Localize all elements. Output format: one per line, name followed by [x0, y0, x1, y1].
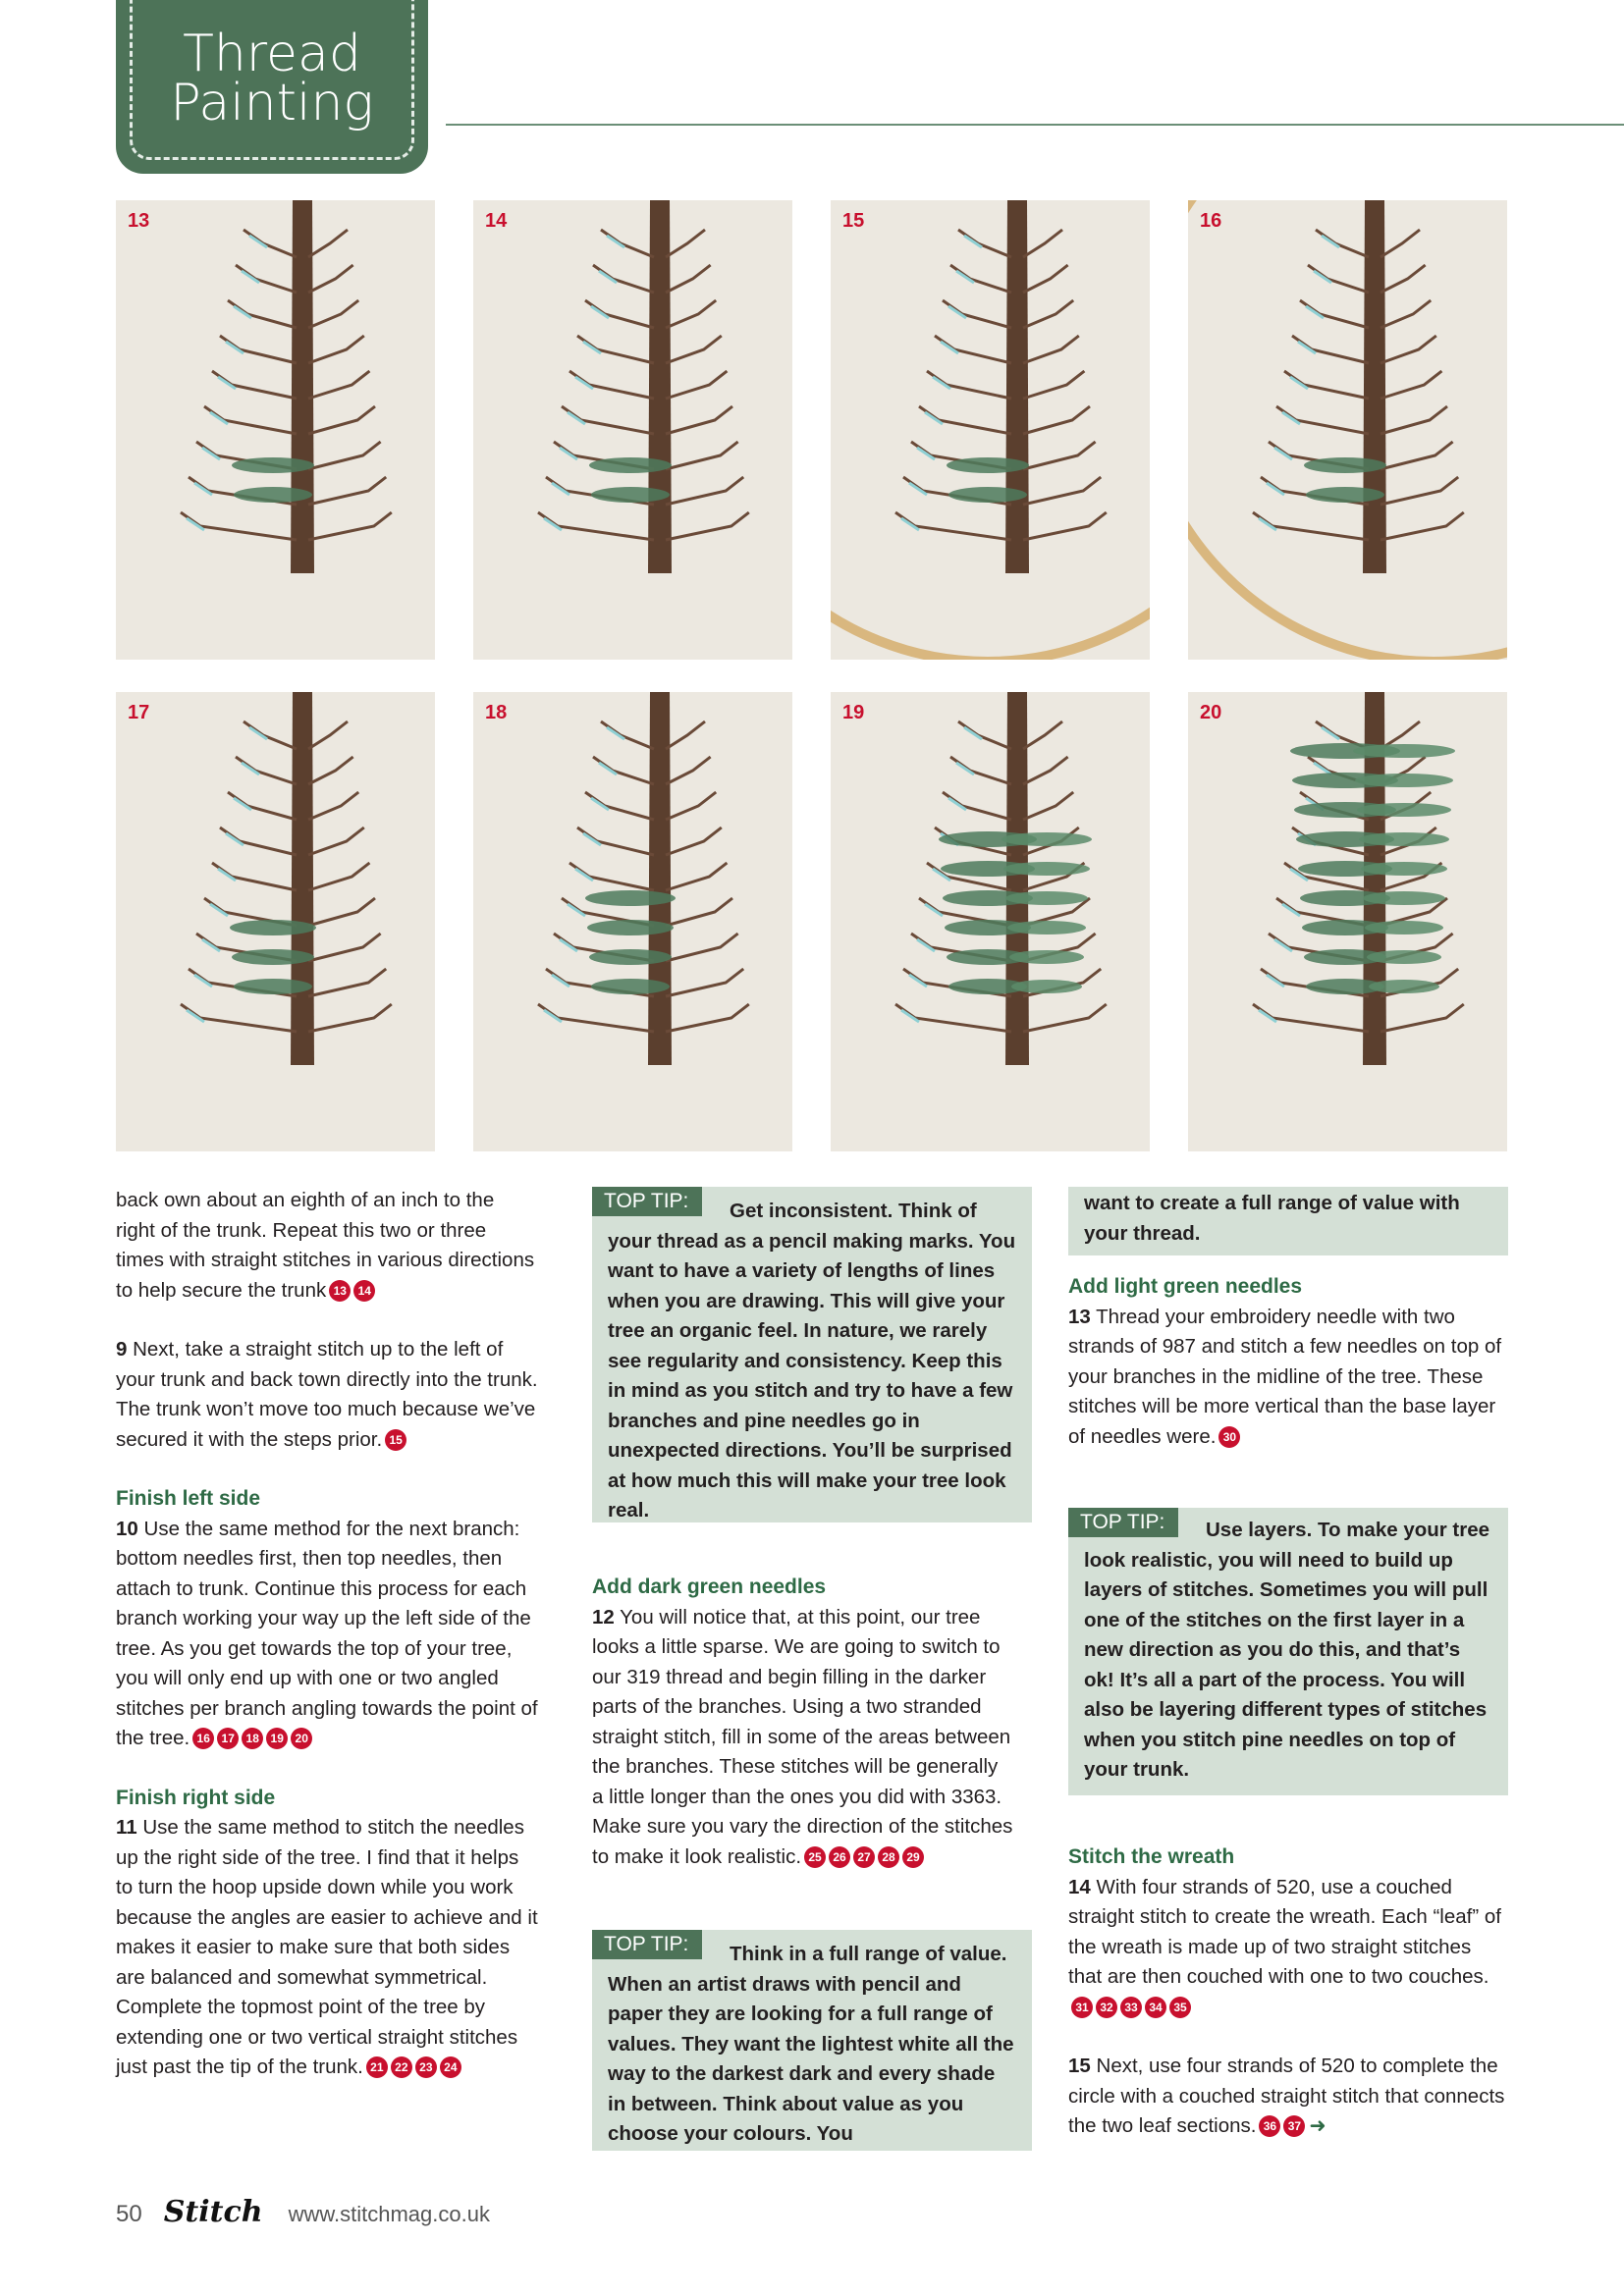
step-number: 10: [116, 1517, 138, 1540]
section-title: [116, 25, 428, 133]
paragraph-text: Use the same method for the next branch: bottom needles first, then top needles, then attach to trunk. Continue this process for each branch working your way up the left side of the tree. As you get towards the top of your tree, you will only end up with one or two angled stitches per branch angling towards the point of the tree.: [116, 1517, 538, 1749]
continue-arrow-icon: ➜: [1309, 2114, 1326, 2137]
subheading: Add light green needles: [1068, 1275, 1303, 1298]
paragraph: [116, 1515, 538, 1754]
photo-step-number: 17: [128, 702, 150, 723]
step-ref-badge: 24: [440, 2056, 461, 2078]
top-tip-box: [592, 1187, 1032, 1522]
step-ref-badge: 30: [1218, 1426, 1240, 1448]
top-tip-text: Use layers. To make your tree look realistic, you will need to build up layers of stitches. Sometimes you will pull one of the stitches on the first layer in a new direction as you do this, and that’s ok! It’s all a part of the process. You will also be layering different types of stitches when you stitch pine needles on top of your trunk.: [1084, 1519, 1490, 1781]
paragraph: [116, 1335, 538, 1455]
step-ref-badge: 19: [266, 1728, 288, 1749]
top-tip-text: Think in a full range of value. When an artist draws with pencil and paper they are looking for a full range of values. They want the lightest white all the way to the darkest dark and every shade in between. Think about value as you choose your colours. You: [608, 1943, 1014, 2145]
column-3-lower: [1068, 1842, 1508, 2171]
step-photo: [473, 200, 792, 660]
column-1: [116, 1186, 538, 2112]
tree-embroidery-illustration: [831, 692, 1150, 1151]
step-photo: [1188, 692, 1507, 1151]
step-ref-badge: 36: [1259, 2115, 1280, 2137]
section-tab: [116, 0, 428, 174]
top-tip-text: Get inconsistent. Think of your thread as a pencil making marks. You want to have a variety of lengths of lines when you are drawing. This will give your tree an organic feel. In nature, we rarely see regularity and consistency. Keep this in mind as you stitch and try to have a few branches and pine needles go in unexpected directions. You’ll be surprised at how much this will make your tree look real.: [608, 1200, 1016, 1522]
step-photo: [831, 692, 1150, 1151]
step-ref-badge: 31: [1071, 1997, 1093, 2018]
step-refs: [189, 1727, 312, 1749]
tree-embroidery-illustration: [831, 200, 1150, 660]
photo-step-number: 19: [842, 702, 865, 723]
step-refs: [801, 1845, 924, 1868]
step-refs: [382, 1428, 406, 1451]
step-ref-badge: 13: [329, 1280, 351, 1302]
paragraph: [592, 1603, 1014, 1873]
step-photo: [116, 200, 435, 660]
step-refs: [1256, 2114, 1305, 2137]
step-photo: [1188, 200, 1507, 660]
subheading: Finish right side: [116, 1786, 276, 1809]
subheading: Add dark green needles: [592, 1575, 827, 1598]
step-refs: [363, 2056, 461, 2078]
page-footer: [116, 2195, 490, 2229]
step-ref-badge: 18: [242, 1728, 263, 1749]
tree-embroidery-illustration: [473, 692, 792, 1151]
subheading: Finish left side: [116, 1487, 261, 1510]
step-ref-badge: 37: [1283, 2115, 1305, 2137]
top-tip-box: [592, 1930, 1032, 2151]
tree-embroidery-illustration: [1188, 200, 1507, 660]
subheading: Stitch the wreath: [1068, 1845, 1235, 1868]
step-number: 11: [116, 1816, 137, 1839]
photo-step-number: 15: [842, 210, 865, 232]
title-line-2: Painting: [170, 74, 374, 133]
tree-embroidery-illustration: [473, 200, 792, 660]
paragraph: [116, 1813, 538, 2083]
step-number: 15: [1068, 2055, 1091, 2077]
step-number: 13: [1068, 1305, 1091, 1328]
photo-step-number: 20: [1200, 702, 1222, 723]
step-photo: [831, 200, 1150, 660]
step-refs: [1216, 1425, 1240, 1448]
paragraph: [1068, 2052, 1508, 2142]
step-ref-badge: 25: [804, 1846, 826, 1868]
step-ref-badge: 28: [878, 1846, 899, 1868]
photo-step-number: 13: [128, 210, 150, 232]
paragraph-text: Next, take a straight stitch up to the left of your trunk and back town directly into the trunk. The trunk won’t move too much because we’ve secured it with the steps prior.: [116, 1338, 538, 1451]
top-tip-text: want to create a full range of value with your thread.: [1084, 1192, 1460, 1245]
step-ref-badge: 14: [353, 1280, 375, 1302]
top-tip-label: TOP TIP:: [592, 1930, 702, 1959]
paragraph-text: Next, use four strands of 520 to complete the circle with a couched straight stitch that connects the two leaf sections.: [1068, 2055, 1505, 2137]
step-ref-badge: 29: [902, 1846, 924, 1868]
tree-embroidery-illustration: [116, 200, 435, 660]
paragraph-text: Use the same method to stitch the needles up the right side of the tree. I find that it helps to turn the hoop upside down while you work because the angles are easier to achieve and it makes it easier to make sure that both sides are balanced and somewhat symmetrical. Complete the topmost point of the tree by extending one or two vertical straight stitches just past the tip of the trunk.: [116, 1816, 538, 2078]
paragraph-text: You will notice that, at this point, our tree looks a little sparse. We are going to switch to our 319 thread and begin filling in the darker parts of the branches. Using a two stranded straight stitch, fill in some of the areas between the branches. These stitches will be generally a little longer than the ones you did with 3363. Make sure you vary the direction of the stitches to make it look realistic.: [592, 1605, 1013, 1868]
paragraph: [116, 1186, 538, 1306]
step-photo: [473, 692, 792, 1151]
paragraph: [1068, 1873, 1508, 2023]
step-ref-badge: 17: [217, 1728, 239, 1749]
step-ref-badge: 20: [291, 1728, 312, 1749]
step-photo: [116, 692, 435, 1151]
magazine-logo: Stitch: [163, 2195, 263, 2229]
step-ref-badge: 15: [385, 1429, 406, 1451]
photo-step-number: 14: [485, 210, 508, 232]
top-tip-box: [1068, 1508, 1508, 1795]
step-number: 9: [116, 1338, 128, 1361]
step-ref-badge: 22: [391, 2056, 412, 2078]
paragraph-text: With four strands of 520, use a couched straight stitch to create the wreath. Each “leaf” of the wreath is made up of two straight stitches that are then couched with one to two couches.: [1068, 1875, 1501, 1988]
paragraph: [1068, 1303, 1508, 1453]
paragraph-text: Thread your embroidery needle with two strands of 987 and stitch a few needles on top of your branches in the midline of the tree. These stitches will be more vertical than the base layer of needles were.: [1068, 1305, 1502, 1448]
step-number: 14: [1068, 1875, 1091, 1898]
photo-step-number: 16: [1200, 210, 1222, 232]
top-tip-label: TOP TIP:: [592, 1187, 702, 1216]
magazine-url: www.stitchmag.co.uk: [288, 2202, 490, 2226]
tree-embroidery-illustration: [116, 692, 435, 1151]
step-ref-badge: 35: [1169, 1997, 1191, 2018]
column-3: [1068, 1272, 1508, 1481]
step-refs: [326, 1279, 375, 1302]
step-ref-badge: 34: [1145, 1997, 1166, 2018]
top-tip-label: TOP TIP:: [1068, 1508, 1178, 1537]
page-number: 50: [116, 2201, 142, 2227]
paragraph-text: back own about an eighth of an inch to the right of the trunk. Repeat this two or three times with straight stitches in various directions to help secure the trunk: [116, 1189, 535, 1302]
title-line-1: Thread: [183, 25, 361, 83]
column-2: [592, 1573, 1014, 1901]
photo-step-number: 18: [485, 702, 508, 723]
header-rule: [446, 124, 1624, 126]
step-ref-badge: 21: [366, 2056, 388, 2078]
top-tip-continued: [1068, 1187, 1508, 1255]
step-ref-badge: 32: [1096, 1997, 1117, 2018]
step-ref-badge: 23: [415, 2056, 437, 2078]
step-refs: [1068, 1996, 1191, 2018]
step-ref-badge: 16: [192, 1728, 214, 1749]
step-ref-badge: 33: [1120, 1997, 1142, 2018]
step-number: 12: [592, 1605, 615, 1629]
tree-embroidery-illustration: [1188, 692, 1507, 1151]
step-ref-badge: 27: [853, 1846, 875, 1868]
step-ref-badge: 26: [829, 1846, 850, 1868]
